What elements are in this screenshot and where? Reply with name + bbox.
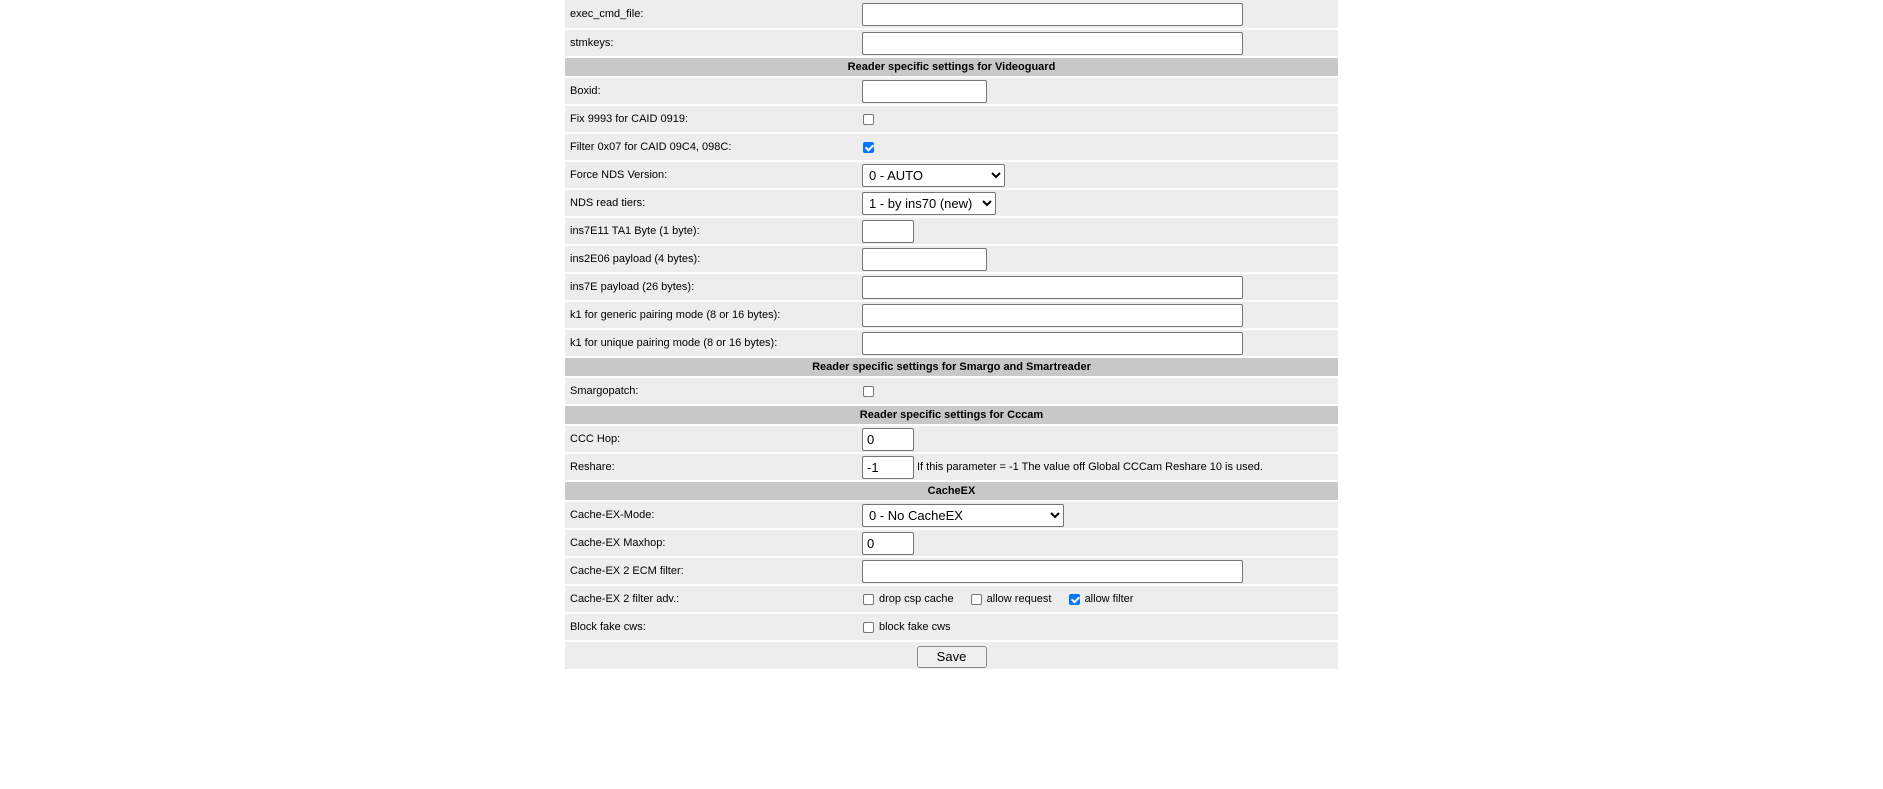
exec-cmd-file-input[interactable]: [862, 3, 1243, 26]
row-cacheex-maxhop: [565, 529, 1338, 557]
smargo-header-text: Reader specific settings for Smargo and Smartreader: [565, 357, 1338, 377]
row-boxid: [565, 77, 1338, 105]
stmkeys-label: stmkeys:: [565, 29, 862, 57]
stmkeys-input[interactable]: [862, 32, 1243, 55]
reshare-input[interactable]: [862, 456, 914, 479]
smargopatch-label: Smargopatch:: [565, 377, 862, 405]
cccam-header-text: Reader specific settings for Cccam: [565, 405, 1338, 425]
reshare-label: Reshare:: [565, 453, 862, 481]
row-block-fake-cws: [565, 613, 1338, 641]
block-fake-cws-option-label: block fake cws: [879, 621, 951, 634]
row-cacheex-filter-adv: [565, 585, 1338, 613]
force-nds-label: Force NDS Version:: [565, 161, 862, 189]
allow-filter-checkbox[interactable]: [1069, 594, 1080, 605]
row-save: [565, 641, 1338, 669]
k1-unique-input[interactable]: [862, 332, 1243, 355]
cacheex-filter-adv-label: Cache-EX 2 filter adv.:: [565, 585, 862, 613]
reshare-hint: If this parameter = -1 The value off Global CCCam Reshare 10 is used.: [917, 461, 1263, 473]
ccc-hop-input[interactable]: [862, 428, 914, 451]
videoguard-header-text: Reader specific settings for Videoguard: [565, 57, 1338, 77]
filter0x07-checkbox[interactable]: [863, 142, 874, 153]
ins7e-label: ins7E payload (26 bytes):: [565, 273, 862, 301]
save-button[interactable]: Save: [917, 646, 987, 668]
allow-request-label: allow request: [986, 593, 1052, 606]
row-exec-cmd-file: [565, 0, 1338, 29]
cacheex-ecm-filter-label: Cache-EX 2 ECM filter:: [565, 557, 862, 585]
row-ins7e11: [565, 217, 1338, 245]
k1-unique-label: k1 for unique pairing mode (8 or 16 bytes):: [565, 329, 862, 357]
section-header-cccam: [565, 405, 1338, 425]
row-smargopatch: [565, 377, 1338, 405]
cacheex-maxhop-label: Cache-EX Maxhop:: [565, 529, 862, 557]
exec-cmd-file-label: exec_cmd_file:: [565, 0, 862, 29]
row-ins2e06: [565, 245, 1338, 273]
ins7e11-label: ins7E11 TA1 Byte (1 byte):: [565, 217, 862, 245]
row-reshare: [565, 453, 1338, 481]
cacheex-header-text: CacheEX: [565, 481, 1338, 501]
smargopatch-checkbox[interactable]: [863, 386, 874, 397]
ccc-hop-label: CCC Hop:: [565, 425, 862, 453]
boxid-input[interactable]: [862, 80, 987, 103]
row-cacheex-mode: [565, 501, 1338, 529]
filter0x07-label: Filter 0x07 for CAID 09C4, 098C:: [565, 133, 862, 161]
row-nds-tiers: [565, 189, 1338, 217]
block-fake-cws-label: Block fake cws:: [565, 613, 862, 641]
row-k1-generic: [565, 301, 1338, 329]
force-nds-select[interactable]: [862, 164, 1005, 187]
row-filter0x07: [565, 133, 1338, 161]
cacheex-mode-label: Cache-EX-Mode:: [565, 501, 862, 529]
fix9993-label: Fix 9993 for CAID 0919:: [565, 105, 862, 133]
row-fix9993: [565, 105, 1338, 133]
drop-csp-cache-checkbox[interactable]: [863, 594, 874, 605]
row-ccc-hop: [565, 425, 1338, 453]
ins2e06-input[interactable]: [862, 248, 987, 271]
boxid-label: Boxid:: [565, 77, 862, 105]
block-fake-cws-checkbox[interactable]: [863, 622, 874, 633]
row-ins7e: [565, 273, 1338, 301]
section-header-videoguard: [565, 57, 1338, 77]
k1-generic-input[interactable]: [862, 304, 1243, 327]
allow-filter-label: allow filter: [1084, 593, 1134, 606]
reader-settings-table: [565, 0, 1338, 669]
ins2e06-label: ins2E06 payload (4 bytes):: [565, 245, 862, 273]
ins7e-input[interactable]: [862, 276, 1243, 299]
section-header-cacheex: [565, 481, 1338, 501]
cacheex-ecm-filter-input[interactable]: [862, 560, 1243, 583]
allow-request-checkbox[interactable]: [971, 594, 982, 605]
row-k1-unique: [565, 329, 1338, 357]
ins7e11-input[interactable]: [862, 220, 914, 243]
row-stmkeys: [565, 29, 1338, 57]
nds-tiers-select[interactable]: [862, 192, 996, 215]
section-header-smargo: [565, 357, 1338, 377]
fix9993-checkbox[interactable]: [863, 114, 874, 125]
k1-generic-label: k1 for generic pairing mode (8 or 16 bytes):: [565, 301, 862, 329]
cacheex-maxhop-input[interactable]: [862, 532, 914, 555]
cacheex-mode-select[interactable]: [862, 504, 1064, 527]
nds-tiers-label: NDS read tiers:: [565, 189, 862, 217]
drop-csp-cache-label: drop csp cache: [879, 593, 954, 606]
row-cacheex-ecm-filter: [565, 557, 1338, 585]
row-force-nds: [565, 161, 1338, 189]
